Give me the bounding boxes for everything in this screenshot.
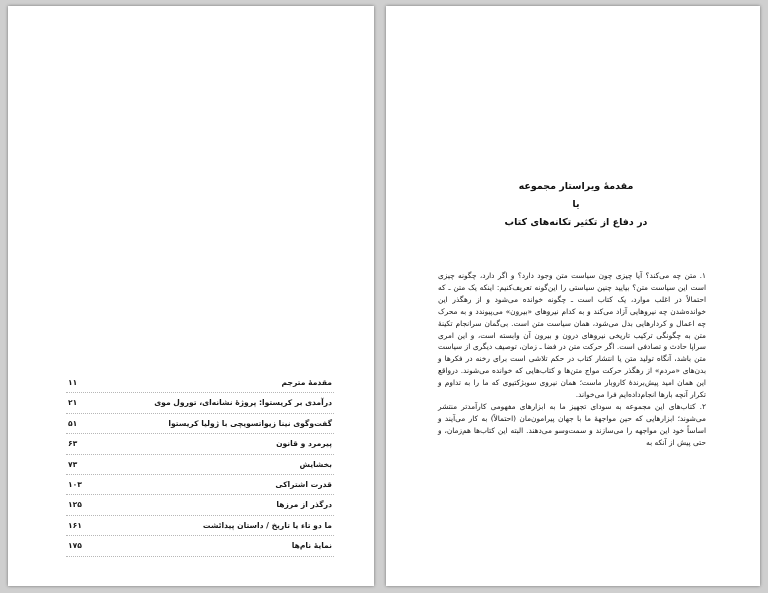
paragraph-1: ۱. متن چه می‌کند؟ آیا چیزی چون سیاست متن وجود دارد؟ و اگر دارد، چگونه چیزی است این سیاست متن؟ بیایید چنین سیاستی را این‌گونه تعریف‌کنیم: اینکه یک متن ـ که احتمالاً در اغلب موارد، یک کتاب است ـ چگونه خوانده می‌شود و از رهگذر این خوانده‌شدن چه نیروهایی آزاد می‌کند و به کدام نیروهای «بیرون» می‌پیوندد و به محرک چه اعمال و کردارهایی بدل می‌شود، همان سیاست متن است. بی‌گمان سرانجام تکینهٔ متن به چگونگی ترکیب تاریخی نیروهای درون و بیرون آن وابسته است، و این امری سراپا حادث و تصادفی است. اگر حرکت متن در فضا ـ زمان، توصیف دیگری از سیاست متن باشد، آنگاه تولید متن یا انتشار کتاب در حکم تلاشی است برای رخنه در فکرها و بدن‌های «مردم» از رهگذر حرکت مواج متن‌ها و کتاب‌هایی که خوانده می‌شوند. درواقع این همان امید پیش‌برندهٔ کاروبار ماست؛ همان نیروی سوبژکتیوی که ما را به تداوم و تکرار آنچه بارها انجام‌داده‌ایم فرا می‌خواند. <box>438 271 706 400</box>
toc-entry-page-number: ۱۰۳ <box>68 479 82 489</box>
heading-line-1: مقدمهٔ ویراستار مجموعه <box>518 181 634 192</box>
toc-row <box>66 393 334 413</box>
toc-entry-title: مقدمهٔ مترجم <box>281 378 332 387</box>
body-text <box>438 270 706 449</box>
toc-entry-title: ما دو تاء یا تاریخ / داستان پیدائشت <box>202 520 332 530</box>
toc-entry-page-number: ۱۷۵ <box>68 541 82 551</box>
toc-row <box>66 495 334 515</box>
toc-entry-page-number: ۱۲۵ <box>68 500 82 510</box>
toc-entry-page-number: ۱۶۱ <box>68 520 82 530</box>
right-page <box>386 6 760 586</box>
toc-row <box>66 536 334 556</box>
paragraph-2: ۲. کتاب‌های این مجموعه به سودای تجهیز ما به ابزارهای مفهومی کارآمدتر منتشر می‌شوند؛ ابزارهایی که حین مواجههٔ ما با جهان پیرامون‌مان (احتمالاً) به کار می‌آیند و اساساً خود این مواجهه را می‌سازند و سمت‌وسو می‌دهند. البته این کتاب‌ها هم‌زمان، و حتی پیش از آنکه به <box>438 401 706 447</box>
heading-line-3: در دفاع از تکثیر تکانه‌های کتاب <box>504 217 648 228</box>
toc-entry-title: پیرمرد و قانون <box>276 439 332 449</box>
toc-row <box>66 434 334 454</box>
heading-line-2: یا <box>572 199 580 210</box>
section-heading <box>426 178 726 232</box>
toc-entry-page-number: ۵۱ <box>68 418 78 428</box>
toc-entry-title: قدرت اشتراکی <box>275 479 332 489</box>
toc-entry-title: درگذر از مرزها <box>276 500 332 510</box>
toc-entry-page-number: ۲۱ <box>68 398 78 408</box>
toc-entry-title: نمایهٔ نام‌ها <box>291 541 332 551</box>
toc-entry-page-number: ۶۳ <box>68 439 78 449</box>
toc-entry-page-number: ۱۱ <box>68 378 78 387</box>
toc-entry-title: بخشایش <box>299 459 332 469</box>
toc-row <box>66 516 334 536</box>
toc-entry-page-number: ۷۳ <box>68 459 78 469</box>
toc-entry-title: گفت‌وگوی نینا زیواتسویچی با ژولیا کریستوا <box>168 418 332 428</box>
toc-row <box>66 475 334 495</box>
toc-row <box>66 373 334 393</box>
table-of-contents <box>66 373 334 557</box>
toc-row <box>66 455 334 475</box>
left-page <box>8 6 374 586</box>
toc-row <box>66 414 334 434</box>
toc-entry-title: درآمدی بر کریستوا: پروژهٔ نشانه‌ای، تورول موی <box>154 398 332 408</box>
